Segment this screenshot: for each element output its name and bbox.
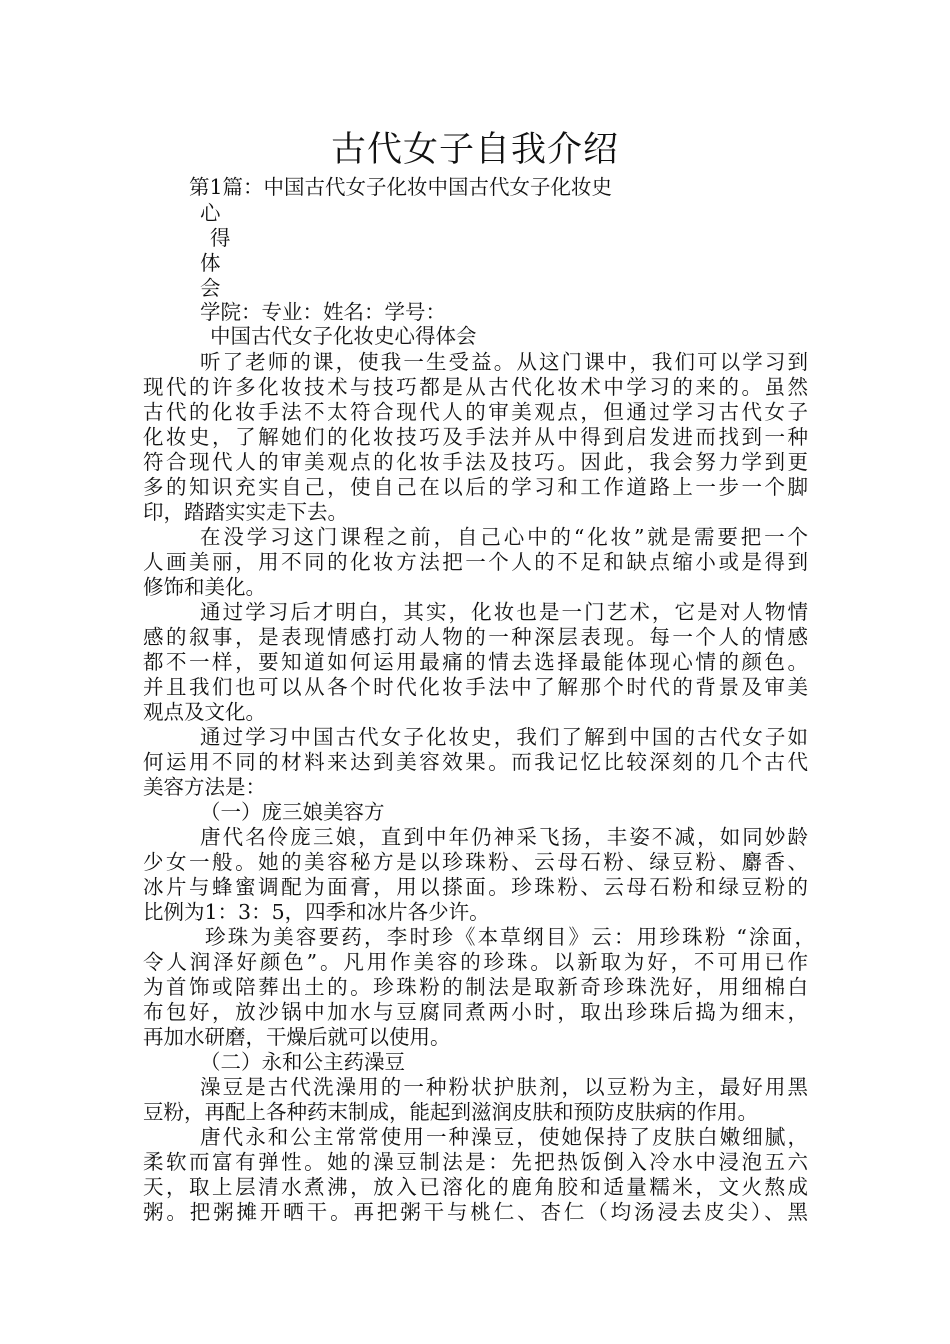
paragraph-line: 布包好，放沙锅中加水与豆腐同煮两小时，取出珍珠后捣为细末， (143, 1000, 808, 1024)
vertical-char: 会 (200, 276, 221, 300)
paragraph-line: 化妆史，了解她们的化妆技巧及手法并从中得到启发进而找到一种 (143, 425, 808, 449)
paragraph-line: 通过学习后才明白，其实，化妆也是一门艺术，它是对人物情 (200, 600, 808, 624)
paragraph-line: 听了老师的课，使我一生受益。从这门课中，我们可以学习到 (200, 350, 808, 374)
paragraph-line: 感的叙事，是表现情感打动人物的一种深层表现。每一个人的情感 (143, 625, 808, 649)
meta-line: 学院：专业：姓名：学号： (200, 300, 446, 324)
paragraph-line: 在没学习这门课程之前，自己心中的“化妆”就是需要把一个 (200, 525, 808, 549)
paragraph-line: 为首饰或陪葬出土的。珍珠粉的制法是取新奇珍珠洗好，用细棉白 (143, 975, 808, 999)
paragraph-line: 通过学习中国古代女子化妆史，我们了解到中国的古代女子如 (200, 725, 808, 749)
paragraph-line: 珍珠为美容要药，李时珍《本草纲目》云：用珍珠粉 “涂面， (205, 925, 815, 949)
paragraph-line: 冰片与蜂蜜调配为面膏，用以搽面。珍珠粉、云母石粉和绿豆粉的 (143, 875, 808, 899)
paragraph-line: 粥。把粥摊开晒干。再把粥干与桃仁、杏仁（均汤浸去皮尖）、黑 (143, 1200, 808, 1224)
paragraph-line: 并且我们也可以从各个时代化妆手法中了解那个时代的背景及审美 (143, 675, 808, 699)
paragraph-line: 观点及文化。 (143, 700, 266, 724)
paragraph-line: 豆粉，再配上各种药末制成，能起到滋润皮肤和预防皮肤病的作用。 (143, 1100, 758, 1124)
paragraph-line: 比例为1：3：5，四季和冰片各少许。 (143, 900, 490, 924)
essay-title: 中国古代女子化妆史心得体会 (210, 324, 477, 348)
paragraph-line: 再加水研磨，干燥后就可以使用。 (143, 1025, 451, 1049)
vertical-char: 体 (200, 251, 221, 275)
paragraph-line: 唐代永和公主常常使用一种澡豆，使她保持了皮肤白嫩细腻， (200, 1125, 808, 1149)
paragraph-line: 柔软而富有弹性。她的澡豆制法是：先把热饭倒入冷水中浸泡五六 (143, 1150, 808, 1174)
paragraph-line: 印，踏踏实实走下去。 (143, 500, 348, 524)
paragraph-line: 修饰和美化。 (143, 575, 266, 599)
paragraph-line: 都不一样，要知道如何运用最痛的情去选择最能体现心情的颜色。 (143, 650, 808, 674)
paragraph-line: 天，取上层清水煮沸，放入已溶化的鹿角胶和适量糯米，文火熬成 (143, 1175, 808, 1199)
vertical-char: 心 (200, 201, 221, 225)
document-title: 古代女子自我介绍 (330, 130, 619, 170)
paragraph-line: 令人润泽好颜色”。凡用作美容的珍珠。以新取为好，不可用已作 (143, 950, 808, 974)
paragraph-line: 何运用不同的材料来达到美容效果。而我记忆比较深刻的几个古代 (143, 750, 808, 774)
paragraph-line: 符合现代人的审美观点的化妆手法及技巧。因此，我会努力学到更 (143, 450, 808, 474)
paragraph-line: 美容方法是： (143, 775, 266, 799)
paragraph-line: 古代的化妆手法不太符合现代人的审美观点，但通过学习古代女子 (143, 400, 808, 424)
paragraph-line: 多的知识充实自己，使自己在以后的学习和工作道路上一步一个脚 (143, 475, 808, 499)
vertical-char: 得 (210, 226, 231, 250)
paragraph-line: 澡豆是古代洗澡用的一种粉状护肤剂，以豆粉为主，最好用黑 (200, 1075, 808, 1099)
section-heading: （二）永和公主药澡豆 (200, 1050, 405, 1074)
paragraph-line: 现代的许多化妆技术与技巧都是从古代化妆术中学习的来的。虽然 (143, 375, 808, 399)
section-heading: （一）庞三娘美容方 (200, 800, 385, 824)
paragraph-line: 人画美丽，用不同的化妆方法把一个人的不足和缺点缩小或是得到 (143, 550, 808, 574)
paragraph-line: 少女一般。她的美容秘方是以珍珠粉、云母石粉、绿豆粉、麝香、 (143, 850, 808, 874)
paragraph-line: 唐代名伶庞三娘，直到中年仍神采飞扬，丰姿不减，如同妙龄 (200, 825, 808, 849)
chapter-subtitle: 第1篇：中国古代女子化妆中国古代女子化妆史 (189, 175, 613, 199)
